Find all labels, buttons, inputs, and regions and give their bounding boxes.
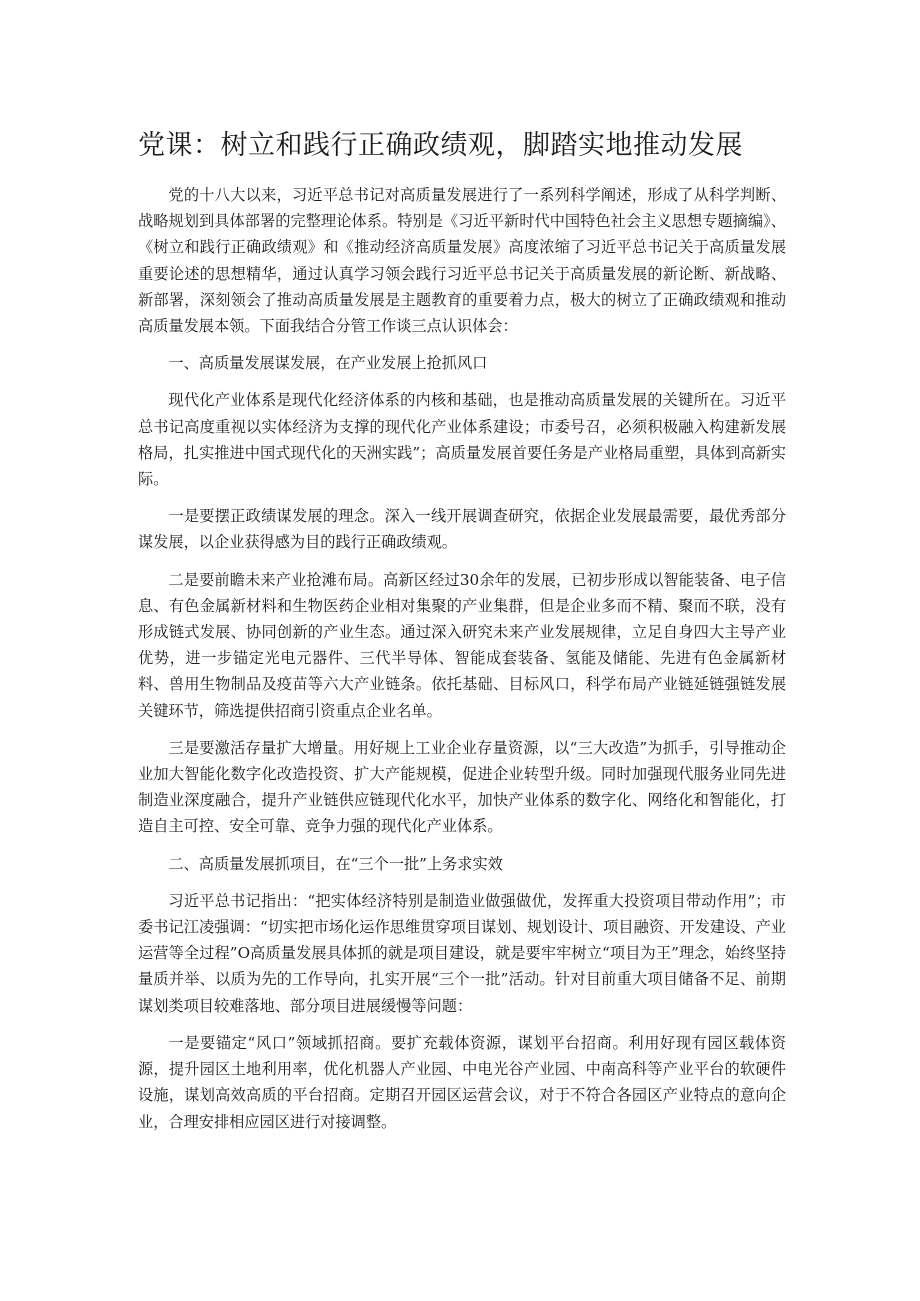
paragraph: 二是要前瞻未来产业抢滩布局。高新区经过30余年的发展，已初步形成以智能装备、电子信息、有色金属新材料和生物医药企业相对集聚的产业集群，但是企业多而不精、聚而不联，没有形成链式发展、协同创新的产业生态。通过深入研究未来产业发展规律，立足自身四大主导产业优势，进一步锚定光电元器件、三代半导体、智能成套装备、氢能及储能、先进有色金属新材料、兽用生物制品及疫苗等六大产业链条。依托基础、目标风口，科学布局产业链延链强链发展关键环节，筛选提供招商引资重点企业名单。 — [138, 570, 786, 720]
document-page — [138, 128, 786, 1146]
paragraph: 习近平总书记指出：“把实体经济特别是制造业做强做优，发挥重大投资项目带动作用”；市委书记江凌强调：“切实把市场化运作思维贯穿项目谋划、规划设计、项目融资、开发建设、产业运营等全过程”O高质量发展具体抓的就是项目建设，就是要牢牢树立“项目为王”理念，始终坚持量质并举、以质为先的工作导向，扎实开展“三个一批”活动。针对目前重大项目储备不足、前期谋划类项目较难落地、部分项目进展缓慢等问题： — [138, 891, 786, 1015]
paragraph-intro: 党的十八大以来，习近平总书记对高质量发展进行了一系列科学阐述，形成了从科学判断、战略规划到具体部署的完整理论体系。特别是《习近平新时代中国特色社会主义思想专题摘编》、《树立和践行正确政绩观》和《推动经济高质量发展》高度浓缩了习近平总书记关于高质量发展重要论述的思想精华，通过认真学习领会践行习近平总书记关于高质量发展的新论断、新战略、新部署，深刻领会了推动高质量发展是主题教育的重要着力点，极大的树立了正确政绩观和推动高质量发展本领。下面我结合分管工作谈三点认识体会： — [138, 186, 786, 336]
section-heading-2: 二、高质量发展抓项目，在“三个一批”上务求实效 — [168, 854, 503, 873]
paragraph: 现代化产业体系是现代化经济体系的内核和基础，也是推动高质量发展的关键所在。习近平总书记高度重视以实体经济为支撑的现代化产业体系建设；市委号召，必须积极融入构建新发展格局，扎实推进中国式现代化的天洲实践”；高质量发展首要任务是产业格局重塑，具体到高新实际。 — [138, 391, 786, 489]
document-title: 党课：树立和践行正确政绩观，脚踏实地推动发展 — [138, 130, 743, 161]
section-heading-1: 一、高质量发展谋发展，在产业发展上抢抓风口 — [168, 354, 488, 373]
paragraph: 一是要摆正政绩谋发展的理念。深入一线开展调查研究，依据企业发展最需要，最优秀部分谋发展，以企业获得感为目的践行正确政绩观。 — [138, 507, 786, 552]
paragraph: 一是要锚定“风口”领域抓招商。要扩充载体资源，谋划平台招商。利用好现有园区载体资源，提升园区土地利用率，优化机器人产业园、中电光谷产业园、中南高科等产业平台的软硬件设施，谋划高效高质的平台招商。定期召开园区运营会议，对于不符合各园区产业特点的意向企业，合理安排相应园区进行对接调整。 — [138, 1033, 786, 1131]
paragraph: 三是要激活存量扩大增量。用好规上工业企业存量资源，以“三大改造”为抓手，引导推动企业加大智能化数字化改造投资、扩大产能规模，促进企业转型升级。同时加强现代服务业同先进制造业深度融合，提升产业链供应链现代化水平，加快产业体系的数字化、网络化和智能化，打造自主可控、安全可靠、竞争力强的现代化产业体系。 — [138, 738, 786, 836]
